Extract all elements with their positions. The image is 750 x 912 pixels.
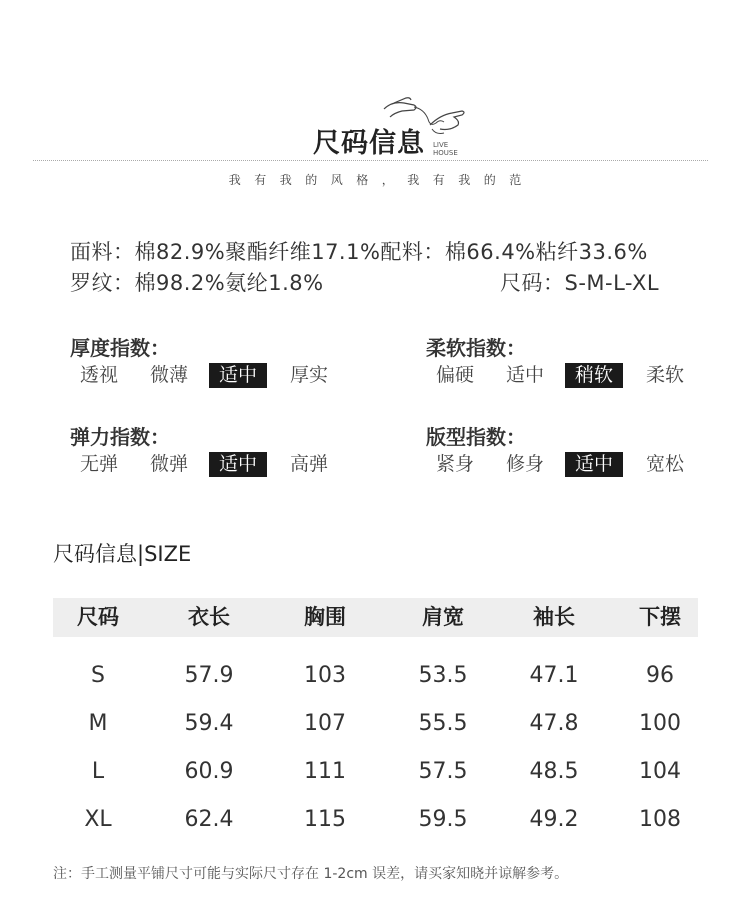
table-cell: 47.1 — [529, 663, 579, 688]
table-cell: 55.5 — [418, 711, 468, 736]
column-header: 尺码 — [77, 605, 119, 629]
size-range: 尺码：S-M-L-XL — [500, 271, 660, 295]
measurement-note: 注：手工测量平铺尺寸可能与实际尺寸存在 1-2cm 误差，请买家知晓并谅解参考。 — [53, 866, 569, 882]
dotted-divider — [33, 160, 708, 161]
table-cell: 48.5 — [529, 759, 579, 784]
size-section-title: 尺码信息|SIZE — [53, 542, 192, 566]
table-cell: 104 — [639, 759, 681, 784]
index-label: 厚度指数： — [70, 336, 170, 360]
slogan-char: 的 — [483, 173, 496, 187]
table-cell: 107 — [304, 711, 346, 736]
slogan-char: 格 — [356, 173, 369, 187]
table-cell: 115 — [304, 807, 346, 832]
index-option: 透视 — [79, 364, 118, 386]
slogan-char: 的 — [305, 173, 318, 187]
table-cell: M — [88, 711, 108, 736]
table-cell: 53.5 — [418, 663, 468, 688]
index-option: 宽松 — [645, 453, 684, 475]
table-cell: 59.5 — [418, 807, 468, 832]
index-option: 修身 — [505, 453, 544, 475]
table-cell: XL — [84, 807, 112, 832]
fabric-composition: 面料：棉82.9%聚酯纤维17.1%配料：棉66.4%粘纤33.6% — [70, 240, 648, 264]
table-cell: 60.9 — [184, 759, 234, 784]
slogan-char: 我 — [407, 173, 420, 187]
column-header: 袖长 — [533, 605, 575, 629]
index-option: 紧身 — [435, 453, 474, 475]
table-cell: 96 — [646, 663, 674, 688]
table-cell: 100 — [639, 711, 681, 736]
table-cell: 103 — [304, 663, 346, 688]
table-cell: 49.2 — [529, 807, 579, 832]
index-option: 微薄 — [149, 364, 188, 386]
index-label: 弹力指数： — [70, 425, 170, 449]
column-header: 下摆 — [639, 605, 681, 629]
index-option: 偏硬 — [435, 364, 474, 386]
table-cell: 57.9 — [184, 663, 234, 688]
rib-composition: 罗纹：棉98.2%氨纶1.8% — [70, 271, 324, 295]
table-cell: 108 — [639, 807, 681, 832]
logo-text-line1: LIVE — [433, 141, 449, 149]
index-option: 无弹 — [79, 453, 118, 475]
table-cell: 57.5 — [418, 759, 468, 784]
slogan-char: 有 — [432, 173, 445, 187]
slogan-char: ， — [381, 173, 394, 187]
index-option-selected: 适中 — [565, 452, 623, 477]
page-title: 尺码信息 — [313, 128, 425, 159]
index-option-selected: 适中 — [209, 363, 267, 388]
index-option-selected: 稍软 — [565, 363, 623, 388]
slogan-char: 有 — [254, 173, 267, 187]
slogan-char: 我 — [279, 173, 292, 187]
table-cell: L — [91, 759, 105, 784]
slogan-char: 我 — [228, 173, 241, 187]
slogan — [0, 171, 750, 188]
index-label: 柔软指数： — [426, 336, 526, 360]
column-header: 胸围 — [304, 605, 346, 629]
table-cell: S — [91, 663, 105, 688]
index-label: 版型指数： — [426, 425, 526, 449]
column-header: 衣长 — [188, 605, 230, 629]
index-option-selected: 适中 — [209, 452, 267, 477]
table-cell: 62.4 — [184, 807, 234, 832]
table-cell: 59.4 — [184, 711, 234, 736]
index-option: 微弹 — [149, 453, 188, 475]
slogan-char: 风 — [330, 173, 343, 187]
slogan-char: 我 — [458, 173, 471, 187]
slogan-char: 范 — [509, 173, 522, 187]
index-option: 柔软 — [645, 364, 684, 386]
index-option: 高弹 — [289, 453, 328, 475]
column-header: 肩宽 — [422, 605, 464, 629]
table-cell: 111 — [304, 759, 346, 784]
logo-text-line2: HOUSE — [433, 149, 458, 157]
index-option: 厚实 — [289, 364, 328, 386]
table-cell: 47.8 — [529, 711, 579, 736]
index-option: 适中 — [505, 364, 544, 386]
